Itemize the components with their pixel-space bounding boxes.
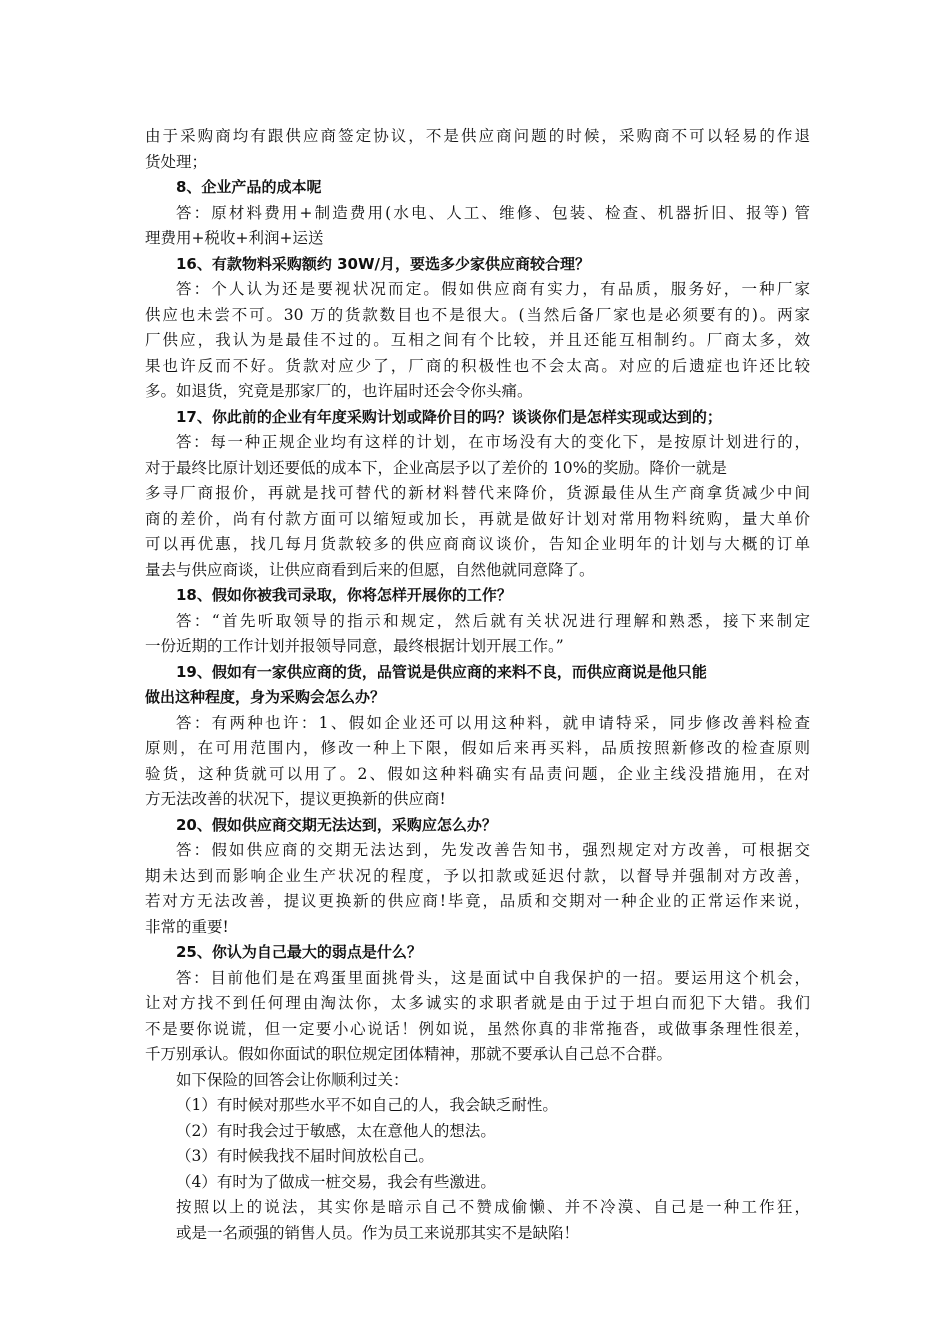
document-body: [145, 124, 810, 1246]
body-text-line: 答：个人认为还是要视状况而定。假如供应商有实力，有品质，服务好，一种厂家: [176, 280, 810, 298]
body-text-line: 或是一名顽强的销售人员。作为员工来说那其实不是缺陷！: [176, 1223, 580, 1242]
question-heading-line: 19、假如有一家供应商的货，品管说是供应商的来料不良，而供应商说是他只能: [176, 662, 707, 681]
body-text-line: 量去与供应商谈，让供应商看到后来的但愿，自然他就同意降了。: [145, 560, 595, 579]
body-text-line: 理费用+税收+利润+运送: [145, 229, 324, 247]
body-text-line: 千万别承认。假如你面试的职位规定团体精神，那就不要承认自己总不合群。: [145, 1045, 673, 1063]
body-text-line: 如下保险的回答会让你顺利过关：: [176, 1070, 409, 1089]
body-text-line: 对于最终比原计划还要低的成本下，企业高层予以了差价的 10%的奖励。降价一就是: [145, 458, 727, 477]
body-text-line: （3）有时候我找不届时间放松自己。: [176, 1147, 434, 1165]
body-text-line: 让对方找不到任何理由淘汰你，太多诚实的求职者就是由于过于坦白而犯下大错。我们: [145, 994, 810, 1012]
body-text-line: 一份近期的工作计划并报领导同意，最终根据计划开展工作。”: [145, 637, 564, 655]
body-text-line: 方无法改善的状况下，提议更换新的供应商!: [145, 790, 446, 808]
body-text-line: 答：假如供应商的交期无法达到，先发改善告知书，强烈规定对方改善，可根据交: [176, 841, 810, 859]
body-text-line: 答：每一种正规企业均有这样的计划，在市场没有大的变化下，是按原计划进行的，: [176, 433, 810, 451]
body-text-line: 多。如退货，究竟是那家厂的，也许届时还会令你头痛。: [145, 382, 533, 400]
document-page: [145, 124, 810, 1246]
body-text-line: 答：原材料费用+制造费用(水电、人工、维修、包装、检查、机器折旧、报等) 管: [176, 203, 810, 222]
body-text-line: 不是要你说谎，但一定要小心说话！例如说，虽然你真的非常拖沓，或做事条理性很差，: [145, 1019, 810, 1038]
body-text-line: 答：有两种也许：1、假如企业还可以用这种料，就申请特采，同步修改善料检查: [176, 713, 810, 732]
body-text-line: 供应也未尝不可。30 万的货款数目也不是很大。(当然后备厂家也是必须要有的)。两家: [145, 305, 810, 324]
question-heading-line: 17、你此前的企业有年度采购计划或降价目的吗？谈谈你们是怎样实现或达到的；: [176, 407, 722, 426]
question-heading-line: 8、企业产品的成本呢: [176, 178, 322, 196]
body-text-line: 厂供应，我认为是最佳不过的。互相之间有个比较，并且还能互相制约。厂商太多，效: [145, 331, 810, 349]
body-text-line: 果也许反而不好。货款对应少了，厂商的积极性也不会太高。对应的后遗症也许还比较: [145, 356, 810, 375]
body-text-line: 若对方无法改善，提议更换新的供应商!毕竟，品质和交期对一种企业的正常运作来说，: [145, 892, 810, 910]
body-text-line: 非常的重要!: [145, 917, 229, 936]
body-text-line: 可以再优惠，找几每月货款较多的供应商商议谈价，告知企业明年的计划与大概的订单: [145, 535, 810, 553]
body-text-line: （1）有时候对那些水平不如自己的人，我会缺乏耐性。: [176, 1096, 558, 1114]
question-heading-line: 18、假如你被我司录取，你将怎样开展你的工作？: [176, 586, 512, 604]
body-text-line: （2）有时我会过于敏感，太在意他人的想法。: [176, 1121, 496, 1140]
body-text-line: 由于采购商均有跟供应商签定协议，不是供应商问题的时候，采购商不可以轻易的作退: [145, 127, 810, 145]
question-heading-line: 20、假如供应商交期无法达到，采购应怎么办？: [176, 815, 497, 834]
body-text-line: 期未达到而影响企业生产状况的程度，予以扣款或延迟付款，以督导并强制对方改善，: [145, 866, 810, 885]
question-heading-line: 16、有款物料采购额约 30W/月，要选多少家供应商较合理？: [176, 254, 590, 273]
body-text-line: 按照以上的说法，其实你是暗示自己不赞成偷懒、并不冷漠、自己是一种工作狂，: [176, 1198, 810, 1216]
body-text-line: 多寻厂商报价，再就是找可替代的新材料替代来降价，货源最佳从生产商拿货减少中间: [145, 484, 810, 502]
question-heading-line: 做出这种程度，身为采购会怎么办？: [145, 688, 386, 706]
body-text-line: 原则，在可用范围内，修改一种上下限，假如后来再买料，品质按照新修改的检查原则: [145, 739, 810, 757]
question-heading-line: 25、你认为自己最大的弱点是什么？: [176, 943, 422, 961]
body-text-line: 答：目前他们是在鸡蛋里面挑骨头，这是面试中自我保护的一招。要运用这个机会，: [176, 968, 810, 987]
body-text-line: 验货，这种货就可以用了。2、假如这种料确实有品责问题，企业主线没措施用，在对: [145, 764, 810, 783]
body-text-line: 货处理；: [145, 152, 208, 171]
body-text-line: （4）有时为了做成一桩交易，我会有些激进。: [176, 1172, 496, 1191]
body-text-line: 商的差价，尚有付款方面可以缩短或加长，再就是做好计划对常用物料统购，量大单价: [145, 509, 810, 528]
body-text-line: 答：“首先听取领导的指示和规定，然后就有关状况进行理解和熟悉，接下来制定: [176, 611, 810, 630]
